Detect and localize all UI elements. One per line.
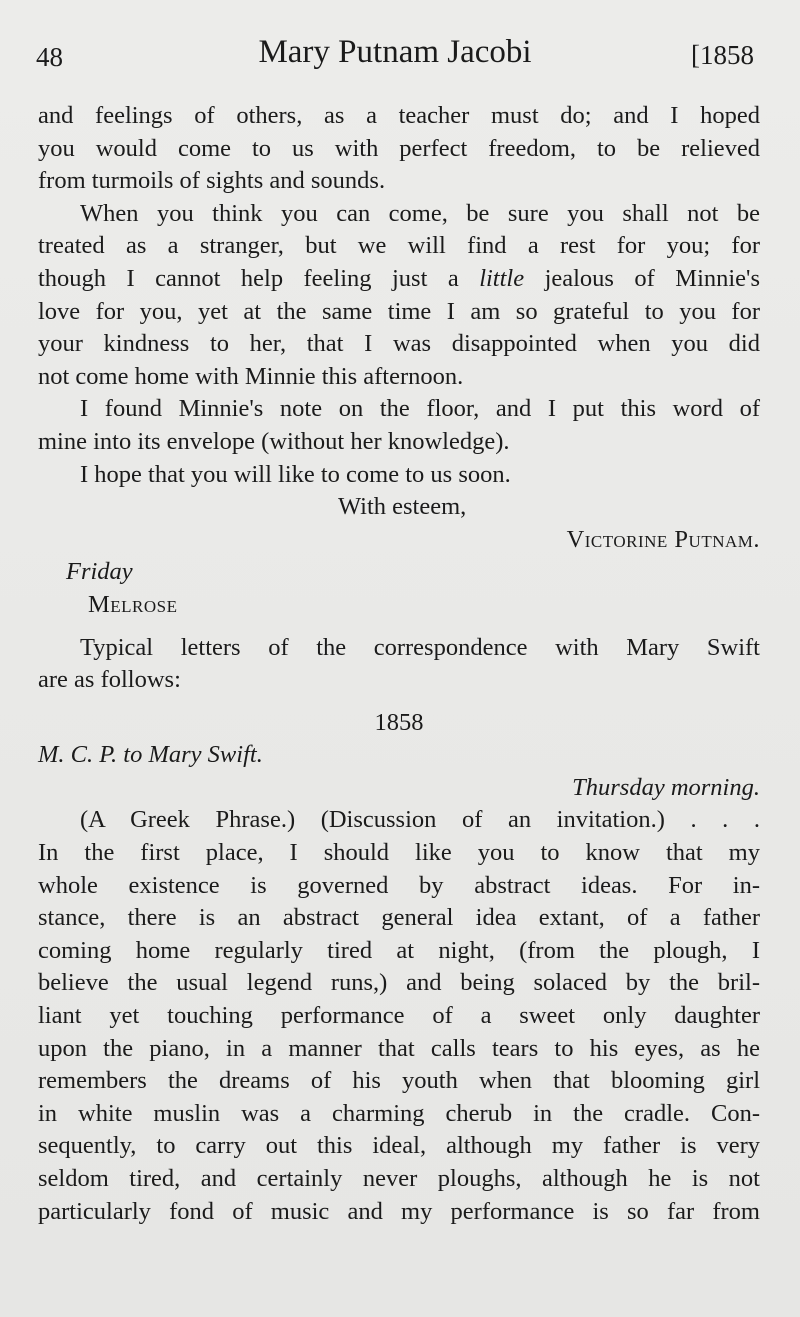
text-line: liant yet touching performance of a sweet only daughter [38, 1002, 760, 1030]
italic-word: little [479, 264, 525, 292]
spacer [38, 697, 760, 707]
text-line: particularly fond of music and my performance is so far from [38, 1197, 760, 1225]
text-span: jealous of Minnie's [524, 264, 761, 292]
text-line: Typical letters of the correspondence with Mary Swift [80, 633, 760, 661]
text-line: In the first place, I should like you to know that my [38, 839, 760, 867]
text-line: whole existence is governed by abstract ideas. For in- [38, 871, 760, 899]
dateline-day: Friday [66, 558, 133, 586]
spacer [38, 622, 760, 632]
paragraph-2 [38, 198, 760, 394]
page-body [38, 100, 760, 1228]
text-line: believe the usual legend runs,) and being solaced by the bril- [38, 969, 760, 997]
text-line: you would come to us with perfect freedom, to be relieved [38, 134, 760, 162]
closing: With esteem, [338, 493, 467, 521]
text-line: in white muslin was a charming cherub in the cradle. Con- [38, 1099, 760, 1127]
paragraph-3 [38, 393, 760, 458]
intro-paragraph [38, 632, 760, 697]
text-line: (A Greek Phrase.) (Discussion of an invitation.) . . . [80, 806, 760, 834]
text-line [38, 263, 760, 296]
text-line: love for you, yet at the same time I am so grateful to you for [38, 297, 760, 325]
running-title: Mary Putnam Jacobi [258, 34, 532, 70]
text-line: I found Minnie's note on the floor, and I put this word of [80, 395, 760, 423]
text-line: mine into its envelope (without her knowledge). [38, 427, 510, 455]
dateline-place: Melrose [88, 590, 178, 618]
text-line: remembers the dreams of his youth when that blooming girl [38, 1067, 760, 1095]
header-year: [1858 [691, 40, 754, 70]
text-line: When you think you can come, be sure you shall not be [80, 199, 760, 227]
text-line: your kindness to her, that I was disappointed when you did [38, 330, 760, 358]
text-line: seldom tired, and certainly never ploughs, although he is not [38, 1165, 760, 1192]
letter-body [38, 804, 760, 1228]
text-line: and feelings of others, as a teacher must do; and I hoped [38, 102, 760, 129]
text-line: coming home regularly tired at night, (from the plough, I [38, 936, 760, 964]
paragraph-4: I hope that you will like to come to us soon. [80, 460, 511, 488]
text-line: stance, there is an abstract general idea extant, of a father [38, 904, 760, 932]
paragraph-1 [38, 100, 760, 198]
text-line: upon the piano, in a manner that calls tears to his eyes, as he [38, 1034, 760, 1062]
text-line: not come home with Minnie this afternoon. [38, 362, 464, 390]
page-number: 48 [36, 42, 63, 72]
letter-heading: M. C. P. to Mary Swift. [38, 741, 263, 769]
text-span: though I cannot help feeling just a [38, 264, 480, 292]
letter-time: Thursday morning. [572, 773, 760, 801]
text-line: sequently, to carry out this ideal, although my father is very [38, 1132, 760, 1160]
text-line: are as follows: [38, 666, 181, 694]
section-year: 1858 [374, 708, 424, 736]
text-line: treated as a stranger, but we will find a rest for you; for [38, 232, 760, 260]
text-line: from turmoils of sights and sounds. [38, 167, 386, 195]
running-header [36, 34, 754, 78]
signature: Victorine Putnam. [566, 525, 760, 553]
